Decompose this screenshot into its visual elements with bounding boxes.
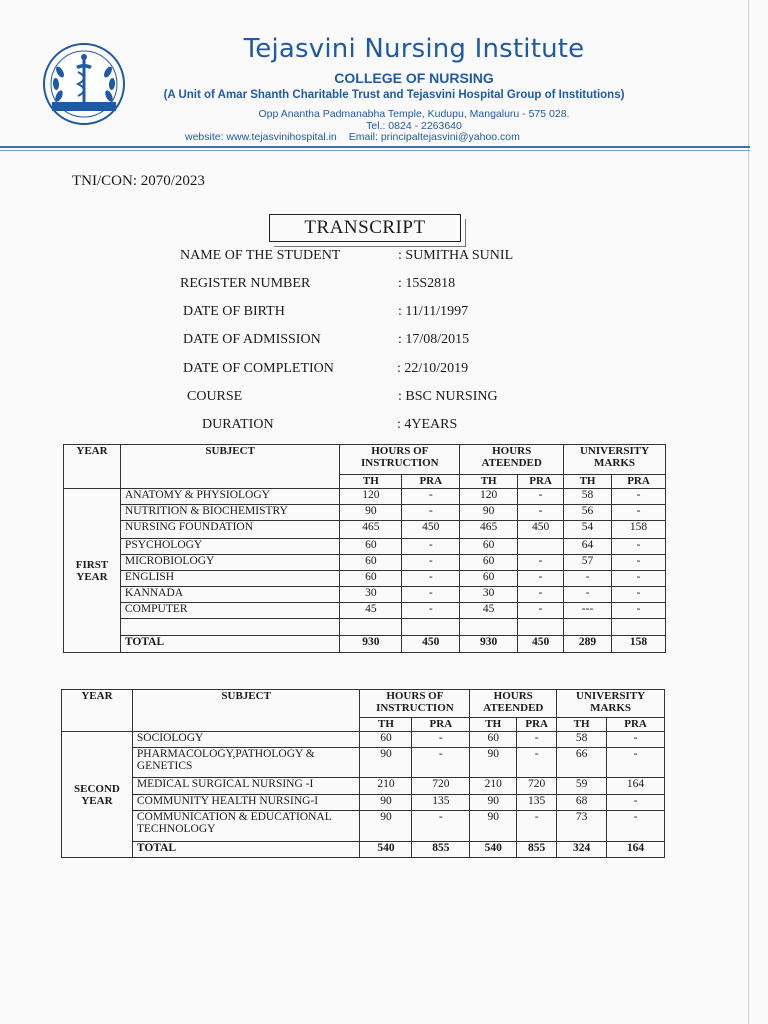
hours-instruction-th: 60 [340, 571, 402, 587]
marks-th: 54 [564, 521, 612, 539]
total-hours-attended-th: 930 [460, 636, 518, 653]
table-row [62, 811, 665, 842]
hours-attended-th: 45 [460, 603, 518, 619]
hours-instruction-th: 60 [340, 555, 402, 571]
marks-th: 59 [557, 778, 607, 795]
email-text: Email: principaltejasvini@yahoo.com [348, 131, 520, 143]
header-university-marks: UNIVERSITY MARKS [557, 690, 665, 718]
header-hours-attended: HOURS ATEENDED [470, 690, 557, 718]
header-th: TH [340, 475, 402, 489]
marks-pra: - [607, 732, 665, 748]
subject-cell: SOCIOLOGY [132, 732, 360, 748]
hours-attended-th [460, 619, 518, 636]
table-row [64, 587, 666, 603]
hours-attended-pra: - [518, 505, 564, 521]
hours-attended-pra: - [518, 587, 564, 603]
field-value-completion: : 22/10/2019 [397, 361, 469, 376]
marks-th: - [564, 571, 612, 587]
hours-instruction-pra: 450 [402, 521, 460, 539]
field-label-completion: DATE OF COMPLETION [183, 361, 334, 376]
marks-th [564, 619, 612, 636]
marks-pra: - [612, 603, 666, 619]
hours-attended-th: 90 [470, 795, 517, 811]
marks-th: 58 [557, 732, 607, 748]
hours-instruction-th [340, 619, 402, 636]
total-label: TOTAL [132, 842, 360, 858]
hours-attended-th: 90 [470, 811, 517, 842]
hours-attended-pra: - [518, 571, 564, 587]
field-value-admission: : 17/08/2015 [398, 332, 470, 347]
hours-attended-pra: - [517, 732, 557, 748]
hours-instruction-th: 465 [340, 521, 402, 539]
hours-instruction-th: 90 [360, 795, 412, 811]
hours-instruction-th: 90 [360, 811, 412, 842]
website-text: website: www.tejasvinihospital.in [185, 131, 337, 143]
field-value-course: : BSC NURSING [398, 389, 498, 404]
marks-pra: - [612, 555, 666, 571]
total-marks-pra: 164 [607, 842, 665, 858]
table-row [64, 571, 666, 587]
header-pra: PRA [518, 475, 564, 489]
field-label-admission: DATE OF ADMISSION [183, 332, 321, 347]
marks-th: 66 [557, 748, 607, 778]
hours-instruction-pra: - [402, 555, 460, 571]
hours-attended-pra [518, 619, 564, 636]
hours-instruction-pra: - [412, 811, 470, 842]
hours-instruction-pra: - [402, 571, 460, 587]
table-row [62, 778, 665, 795]
first-year-table [63, 444, 666, 653]
marks-th: --- [564, 603, 612, 619]
total-label: TOTAL [120, 636, 339, 653]
total-hours-attended-pra: 855 [517, 842, 557, 858]
hours-attended-pra: - [517, 748, 557, 778]
header-th: TH [564, 475, 612, 489]
header-th: TH [557, 718, 607, 732]
header-hours-attended: HOURS ATEENDED [460, 445, 564, 475]
hours-attended-pra [518, 539, 564, 555]
marks-th: - [564, 587, 612, 603]
total-hours-instruction-pra: 450 [402, 636, 460, 653]
hours-instruction-th: 90 [360, 748, 412, 778]
address-line: Opp Anantha Padmanabha Temple, Kudupu, Mangaluru - 575 028. [258, 108, 570, 120]
header-hours-instruction: HOURS OF INSTRUCTION [340, 445, 460, 475]
marks-pra: - [612, 571, 666, 587]
total-hours-instruction-th: 540 [360, 842, 412, 858]
marks-th: 73 [557, 811, 607, 842]
hours-instruction-pra: 720 [412, 778, 470, 795]
table-row [62, 795, 665, 811]
marks-pra [612, 619, 666, 636]
header-divider-thin [0, 150, 750, 151]
telephone-line: Tel.: 0824 - 2263640 [366, 120, 462, 132]
marks-pra: 158 [612, 521, 666, 539]
hours-attended-pra: - [518, 489, 564, 505]
marks-pra: - [607, 748, 665, 778]
subject-cell: PHARMACOLOGY,PATHOLOGY & GENETICS [132, 748, 360, 778]
hours-attended-pra: - [517, 811, 557, 842]
total-marks-pra: 158 [612, 636, 666, 653]
header-hours-instruction: HOURS OF INSTRUCTION [360, 690, 470, 718]
subject-cell: NUTRITION & BIOCHEMISTRY [120, 505, 339, 521]
college-name: COLLEGE OF NURSING [334, 70, 494, 86]
hours-instruction-pra: - [402, 539, 460, 555]
second-year-table [61, 689, 665, 858]
marks-pra: - [607, 811, 665, 842]
hours-attended-th: 90 [460, 505, 518, 521]
hours-instruction-pra [402, 619, 460, 636]
header-th: TH [470, 718, 517, 732]
header-pra: PRA [412, 718, 470, 732]
hours-attended-pra: - [518, 603, 564, 619]
subject-cell: COMMUNICATION & EDUCATIONAL TECHNOLOGY [132, 811, 360, 842]
total-hours-instruction-th: 930 [340, 636, 402, 653]
total-hours-instruction-pra: 855 [412, 842, 470, 858]
hours-instruction-pra: - [402, 603, 460, 619]
hours-instruction-th: 90 [340, 505, 402, 521]
unit-line: (A Unit of Amar Shanth Charitable Trust and Tejasvini Hospital Group of Institutions) [163, 89, 625, 101]
hours-attended-th: 465 [460, 521, 518, 539]
hours-attended-pra: 450 [518, 521, 564, 539]
hours-instruction-th: 30 [340, 587, 402, 603]
table-row [62, 748, 665, 778]
hours-instruction-pra: 135 [412, 795, 470, 811]
reference-number: TNI/CON: 2070/2023 [72, 173, 205, 189]
marks-pra: - [612, 587, 666, 603]
institute-name: Tejasvini Nursing Institute [243, 34, 585, 64]
hours-instruction-th: 45 [340, 603, 402, 619]
hours-instruction-th: 60 [340, 539, 402, 555]
header-divider [0, 146, 750, 148]
table-row [64, 505, 666, 521]
hours-attended-th: 90 [470, 748, 517, 778]
marks-pra: - [612, 505, 666, 521]
table-row [64, 555, 666, 571]
page-edge [748, 0, 749, 1024]
hours-instruction-th: 120 [340, 489, 402, 505]
hours-attended-th: 60 [460, 571, 518, 587]
hours-attended-th: 60 [470, 732, 517, 748]
total-marks-th: 324 [557, 842, 607, 858]
subject-cell: KANNADA [120, 587, 339, 603]
hours-instruction-pra: - [402, 505, 460, 521]
marks-pra: - [612, 489, 666, 505]
hours-attended-pra: 720 [517, 778, 557, 795]
header-pra: PRA [612, 475, 666, 489]
hours-instruction-pra: - [402, 489, 460, 505]
hours-instruction-pra: - [402, 587, 460, 603]
marks-th: 64 [564, 539, 612, 555]
hours-attended-th: 60 [460, 539, 518, 555]
hours-attended-th: 60 [460, 555, 518, 571]
header-university-marks: UNIVERSITY MARKS [564, 445, 666, 475]
marks-pra: 164 [607, 778, 665, 795]
total-hours-attended-th: 540 [470, 842, 517, 858]
header-pra: PRA [517, 718, 557, 732]
field-label-name: NAME OF THE STUDENT [180, 248, 341, 263]
subject-cell [120, 619, 339, 636]
table-row [64, 603, 666, 619]
marks-th: 58 [564, 489, 612, 505]
header-year: YEAR [62, 690, 133, 732]
marks-pra: - [612, 539, 666, 555]
hours-attended-pra: - [518, 555, 564, 571]
contact-line [185, 131, 532, 143]
field-label-course: COURSE [187, 389, 243, 404]
table-row [64, 539, 666, 555]
subject-cell: MEDICAL SURGICAL NURSING -I [132, 778, 360, 795]
field-value-dob: : 11/11/1997 [398, 304, 469, 319]
hours-attended-pra: 135 [517, 795, 557, 811]
field-value-duration: : 4YEARS [397, 417, 458, 432]
year-label-first: FIRST YEAR [64, 489, 121, 653]
hours-attended-th: 210 [470, 778, 517, 795]
field-label-dob: DATE OF BIRTH [183, 304, 285, 319]
header-subject: SUBJECT [120, 445, 339, 489]
header-pra: PRA [607, 718, 665, 732]
hours-attended-th: 120 [460, 489, 518, 505]
total-hours-attended-pra: 450 [518, 636, 564, 653]
subject-cell: PSYCHOLOGY [120, 539, 339, 555]
table-row [64, 489, 666, 505]
marks-th: 68 [557, 795, 607, 811]
field-value-register: : 15S2818 [398, 276, 456, 291]
subject-cell: ENGLISH [120, 571, 339, 587]
header-year: YEAR [64, 445, 121, 489]
year-label-second: SECOND YEAR [62, 732, 133, 858]
subject-cell: COMPUTER [120, 603, 339, 619]
hours-attended-th: 30 [460, 587, 518, 603]
marks-th: 56 [564, 505, 612, 521]
field-label-duration: DURATION [202, 417, 274, 432]
header-subject: SUBJECT [132, 690, 360, 732]
hours-instruction-th: 210 [360, 778, 412, 795]
subject-cell: NURSING FOUNDATION [120, 521, 339, 539]
header-th: TH [460, 475, 518, 489]
subject-cell: MICROBIOLOGY [120, 555, 339, 571]
hours-instruction-th: 60 [360, 732, 412, 748]
table-row-empty [64, 619, 666, 636]
header-th: TH [360, 718, 412, 732]
marks-pra: - [607, 795, 665, 811]
hours-instruction-pra: - [412, 748, 470, 778]
total-row [64, 636, 666, 653]
header-pra: PRA [402, 475, 460, 489]
field-label-register: REGISTER NUMBER [180, 276, 311, 291]
total-row [62, 842, 665, 858]
hours-instruction-pra: - [412, 732, 470, 748]
transcript-title: TRANSCRIPT [269, 214, 461, 242]
table-row [62, 732, 665, 748]
marks-th: 57 [564, 555, 612, 571]
field-value-name: : SUMITHA SUNIL [398, 248, 514, 263]
table-row [64, 521, 666, 539]
subject-cell: ANATOMY & PHYSIOLOGY [120, 489, 339, 505]
total-marks-th: 289 [564, 636, 612, 653]
subject-cell: COMMUNITY HEALTH NURSING-I [132, 795, 360, 811]
